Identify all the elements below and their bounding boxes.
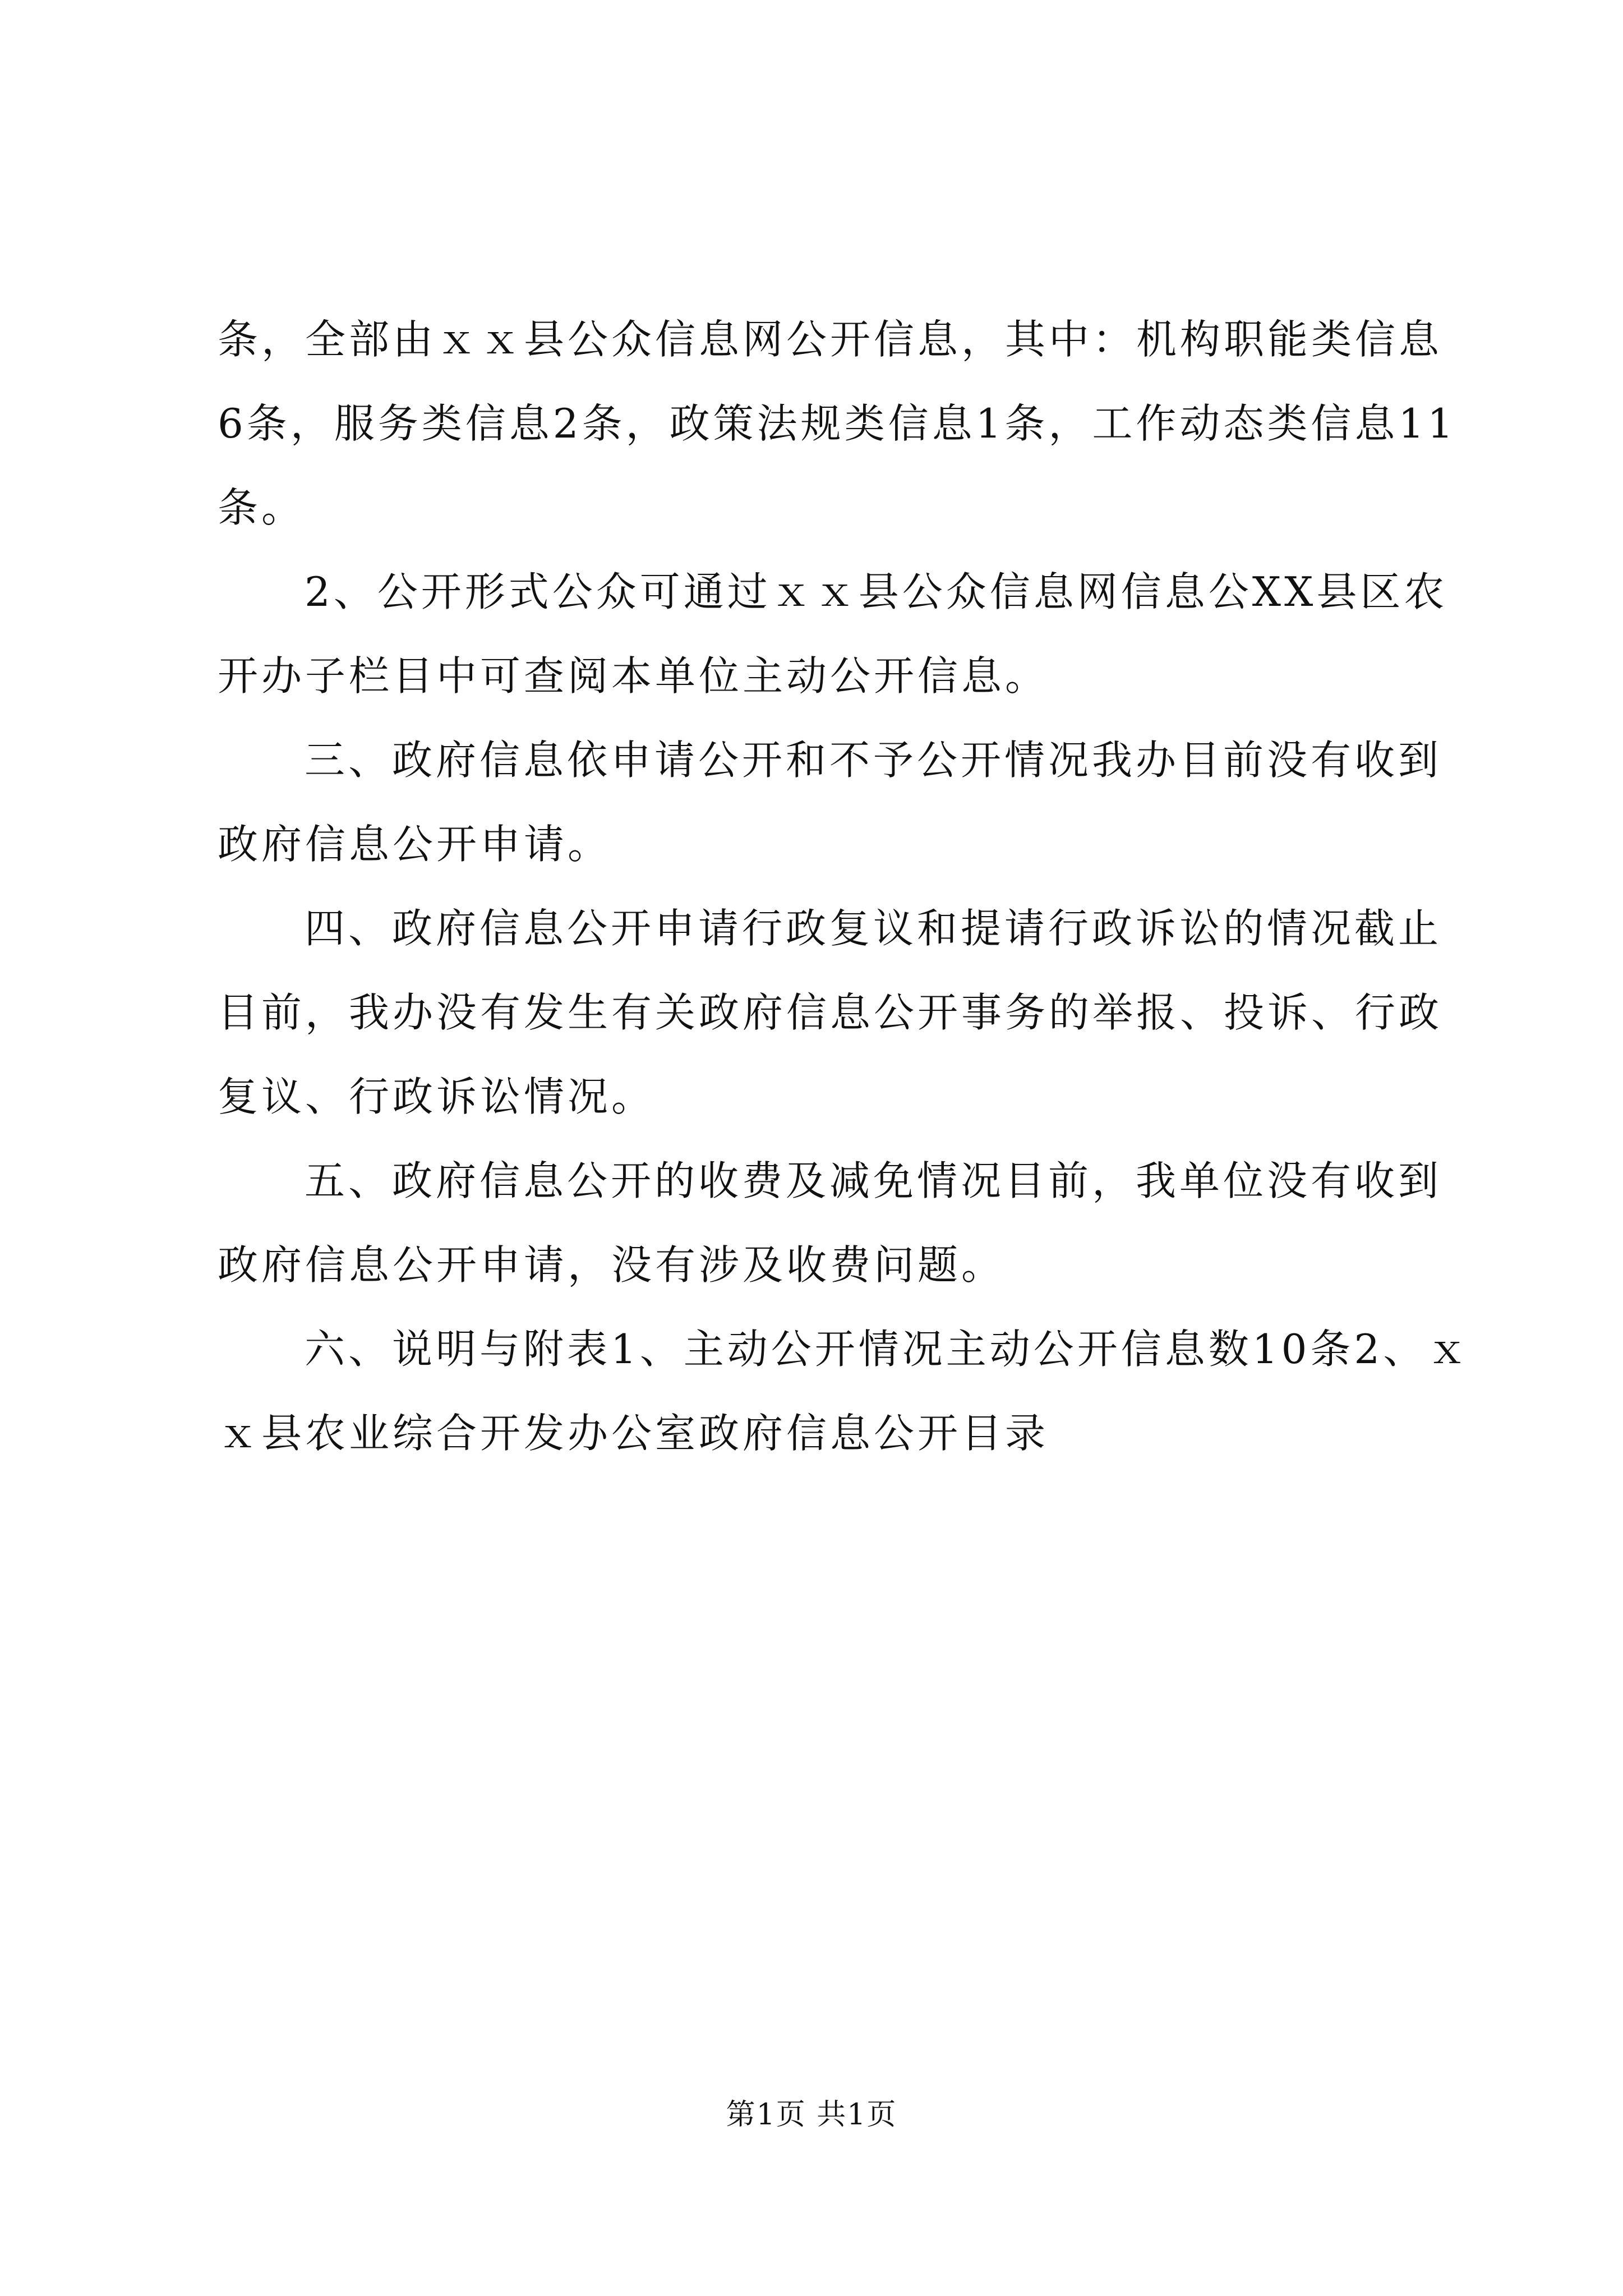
- text-line: 政府信息公开申请，没有涉及收费问题。: [218, 1241, 1006, 1289]
- paragraph-first-line: 五、政府信息公开的收费及减免情况目前，我单位没有收到: [305, 1157, 1442, 1204]
- text-line: ｘ县农业综合开发办公室政府信息公开目录: [218, 1410, 1049, 1457]
- text-line: 条。: [218, 484, 306, 531]
- paragraph-first-line: 六、说明与附表1、主动公开情况主动公开信息数10条2、ｘ: [305, 1326, 1471, 1373]
- text-line: 条，全部由ｘｘ县公众信息网公开信息，其中：机构职能类信息: [218, 316, 1443, 363]
- page-number-footer: 第1页 共1页: [726, 2098, 897, 2132]
- paragraph-first-line: 四、政府信息公开申请行政复议和提请行政诉讼的情况截止: [305, 905, 1442, 952]
- text-line: 复议、行政诉讼情况。: [218, 1073, 656, 1120]
- text-line: 6条，服务类信息2条，政策法规类信息1条，工作动态类信息11: [218, 400, 1457, 447]
- paragraph-first-line: 三、政府信息依申请公开和不予公开情况我办目前没有收到: [305, 737, 1442, 784]
- text-line: 开办子栏目中可查阅本单位主动公开信息。: [218, 652, 1049, 700]
- text-line: 政府信息公开申请。: [218, 821, 612, 868]
- text-line: 目前，我办没有发生有关政府信息公开事务的举报、投诉、行政: [218, 989, 1443, 1036]
- document-body: [218, 297, 1471, 1475]
- paragraph-first-line: 2、公开形式公众可通过ｘｘ县公众信息网信息公XX县区农: [305, 568, 1448, 615]
